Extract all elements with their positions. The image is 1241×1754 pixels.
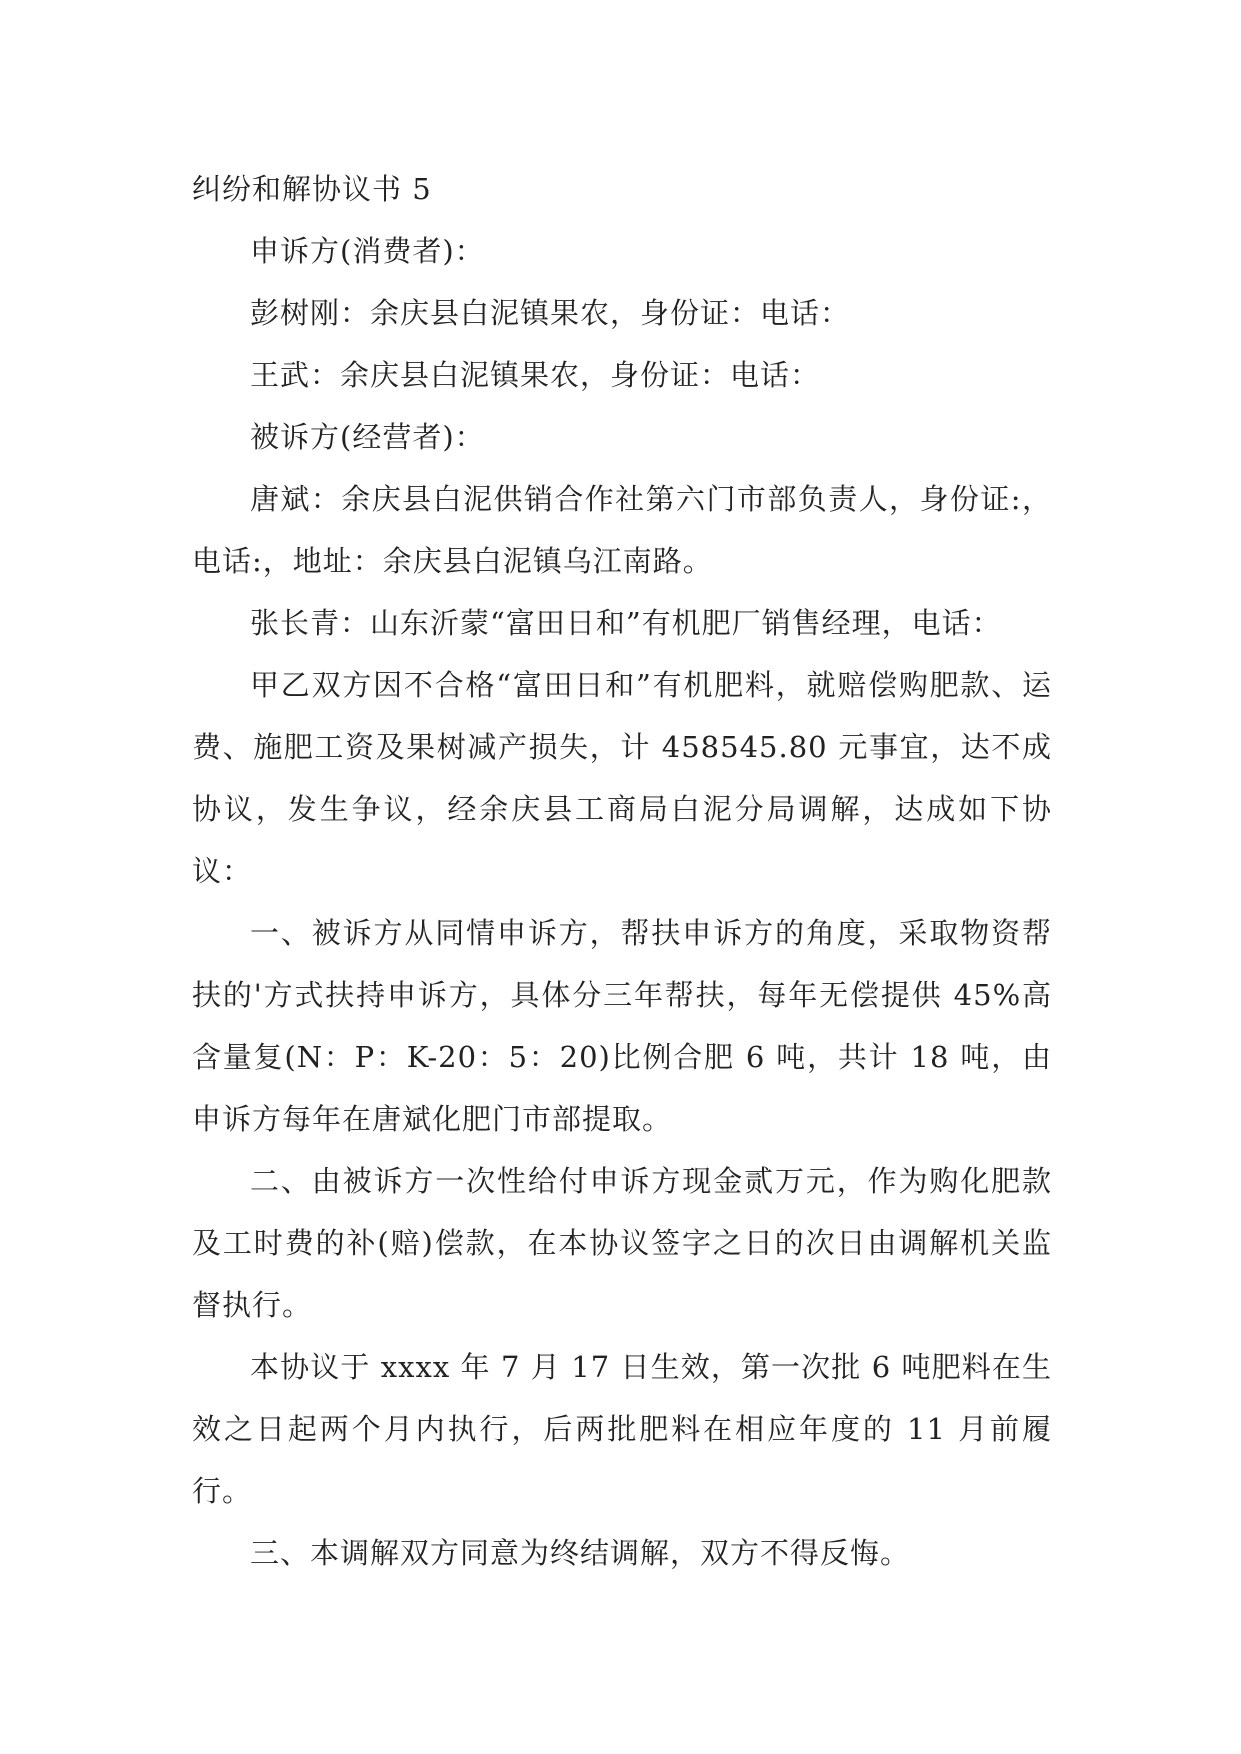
paragraph-respondent-zhang: 张长青：山东沂蒙“富田日和”有机肥厂销售经理，电话： (250, 606, 1002, 640)
paragraph-respondent-heading: 被诉方(经营者)： (250, 420, 485, 454)
paragraph-clause-three: 三、本调解双方同意为终结调解，双方不得反悔。 (250, 1536, 911, 1570)
paragraph-clause-one: 一、被诉方从同情申诉方，帮扶申诉方的角度，采取物资帮扶的'方式扶持申诉方，具体分三年帮扶，每年无偿提供 45%高含量复(N：P：K-20：5：20)比例合肥 6 吨，共计 18 吨，由申诉方每年在唐斌化肥门市部提取。 (192, 916, 1052, 1136)
paragraph-complainant-wang: 王武：余庆县白泥镇果农，身份证：电话： (250, 358, 821, 392)
paragraph-complainant-peng: 彭树刚：余庆县白泥镇果农，身份证：电话： (250, 296, 851, 330)
paragraph-effective-date: 本协议于 xxxx 年 7 月 17 日生效，第一次批 6 吨肥料在生效之日起两个月内执行，后两批肥料在相应年度的 11 月前履行。 (192, 1350, 1052, 1508)
document-title: 纠纷和解协议书 5 (192, 172, 432, 206)
document-body (192, 158, 1052, 1584)
paragraph-respondent-tang: 唐斌：余庆县白泥供销合作社第六门市部负责人，身份证:，电话:，地址：余庆县白泥镇乌江南路。 (192, 482, 1052, 578)
paragraph-dispute-summary: 甲乙双方因不合格“富田日和”有机肥料，就赔偿购肥款、运费、施肥工资及果树减产损失，计 458545.80 元事宜，达不成协议，发生争议，经余庆县工商局白泥分局调解，达成如下协议： (192, 668, 1052, 888)
paragraph-clause-two: 二、由被诉方一次性给付申诉方现金贰万元，作为购化肥款及工时费的补(赔)偿款，在本协议签字之日的次日由调解机关监督执行。 (192, 1164, 1052, 1322)
paragraph-complainant-heading: 申诉方(消费者)： (250, 234, 485, 268)
